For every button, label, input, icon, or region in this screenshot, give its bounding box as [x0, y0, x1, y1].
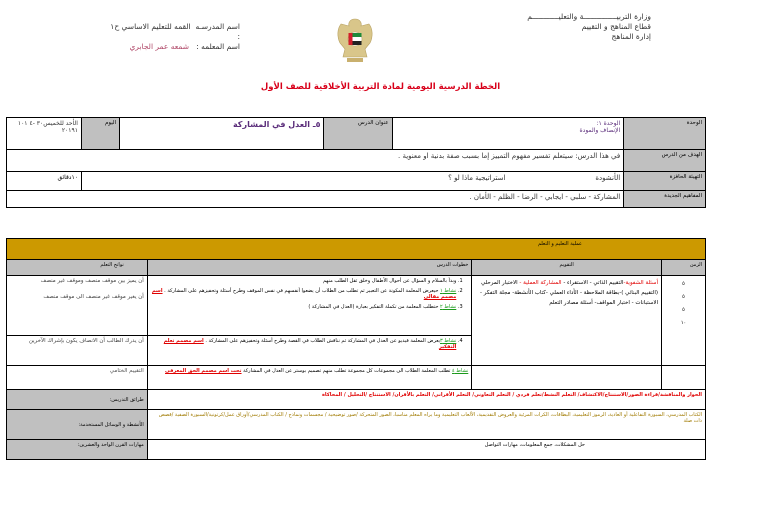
lesson-info-table	[6, 117, 706, 208]
unit-label: الوحدة	[624, 118, 706, 150]
motivator-label: التهيئة الحافزة	[624, 172, 706, 191]
teaching-process-table	[6, 238, 706, 460]
resources-label: الأنشطة و الوسائل المستخدمة:	[7, 410, 148, 440]
methods-value: الحوار والمناقشة/قراءة الصور/الاستنتاج/الاكتشاف/ التعلم النشط/تعلم فردي / التعلم التعاوني/ التعلم الأقراني/ التعلم بالأقران/ الاستنتاج /التحليل / المحاكاة	[147, 390, 705, 410]
steps-cell-1	[147, 276, 472, 336]
methods-label: طرائق التدريس:	[7, 390, 148, 410]
step-4: 4. نشاط ٣يعرض المعلمة فيديو عن العدل في المشاركة ثم نناقش الطلاب في القصة وطرح أسئلة وتحفيزهم على المشاركة . اسم مصمم تعلم التفكير	[151, 338, 457, 350]
header-assessment: التقويم	[472, 260, 662, 276]
step-1: 1. وبدأ بالسلام و السؤال عن أحوال الأطفال وخلق ثقل الطلب منهم	[151, 278, 457, 284]
skills-label: مهارات القرن الواحد والعشرين:	[7, 440, 148, 460]
teacher-name: شمعه عمر الجابري	[129, 42, 190, 51]
header-steps: خطوات الدرس	[147, 260, 472, 276]
step-3: 3. نشاط ٢ حتطلب المعلمة من تكملة التفكير بعبارة (العدل في المشاركة )	[151, 304, 457, 310]
day-label: اليوم	[81, 118, 119, 150]
ministry-name: وزارة التربيـــــــــــــــة والتعليــــــــــــم	[527, 12, 651, 21]
colon: :	[237, 32, 240, 41]
steps-cell-2	[147, 336, 472, 366]
page-title: الخطة الدرسية اليومية لمادة التربية الأخلاقية للصف الأول	[260, 82, 501, 92]
teacher-label: اسم المعلمه :	[196, 42, 240, 51]
header-time: الزمن	[662, 260, 706, 276]
section-title: عملية التعليم و التعلم	[7, 239, 706, 260]
goal-label: الهدف من الدرس	[624, 150, 706, 172]
uae-emblem-icon	[333, 15, 377, 65]
resources-value: الكتاب المدرسي، السبورة التفاعلية أو العادية، الرموز التعليمية، البطاقات، الكرات المرئية والعروض التقديمية، الألعاب التعليمية وما يراه المعلم مناسبا، الصور المتحركة /صور توضيحية / مجسمات ونماذج / الكتاب المدرسي/أوراق عمل/كرتونية/السبورة الصفية /قصص ذات صلة	[147, 410, 705, 440]
school-label: اسم المدرسـه	[195, 22, 240, 31]
closing-step: نشاط ٤ تطلب المعلمة الطلاب الى مجموعات كل مجموعة تطلب منهم تصميم بوستر عن العدل في المشاركة تحت اسم مصمم الحق المعرفي	[147, 366, 472, 390]
final-assessment-label: التقييم الختامي	[7, 366, 148, 390]
outcomes-cell-2: أن يدرك الطالب أن الانصاف يكون بإشراك الآخرين	[7, 336, 148, 366]
step-2: 2. نشاط ١ حيعرض المعلمة المكونة عن التعبير ثم تطلب من الطلاب أن يضعوا أنفسهم في نفس الموقف وطرح أسئلة وتحفيزهم على المشاركة . اسم مصمم مقالي	[151, 288, 457, 300]
school-info	[60, 22, 240, 52]
skills-value: حل المشكلات، جمع المعلومات، مهارات التواصل	[147, 440, 705, 460]
lesson-title-value: ٥ـ العدل في المشاركة	[120, 118, 324, 150]
motivator-time: ١٠دقائق	[7, 172, 82, 191]
sector-name: قطاع المناهج و التقييم	[581, 22, 651, 31]
vocab-label: المفاهيم الجديدة	[624, 191, 706, 208]
lesson-title-label: عنوان الدرس	[324, 118, 392, 150]
day-value: الأحد للخميس٣٠ -٤ ١٠١ ٢٠١٩١	[7, 118, 82, 150]
ministry-header	[527, 12, 651, 42]
vocab-value: المشاركة - سلبي - ايجابي - الرضا - الظلم - الأمان .	[7, 191, 624, 208]
outcomes-cell-1: أن يميز بين موقف منصف وموقف غير منصف أن يغير موقف غير منصف الى موقف منصف	[7, 276, 148, 336]
unit-value: الوحدة ١: الإنصاف والمودة	[392, 118, 624, 150]
department-name: إدارة المناهج	[611, 32, 651, 41]
assessment-cell: أسئلة الشفوية-التقييم الذاتي - الاستقراء - المشاركة العملية - الاختبار المرحلي (التقييم البنائي )-بطاقة الملاحظة - الأداء العملي -كتاب الأنشطة- مجلة التفكر - الاستبانات - اختبار المواقف- أسئلة مصادر التعلم	[472, 276, 662, 366]
header-outcomes: نواتج التعلم	[7, 260, 148, 276]
school-name: القمه للتعليم الاساسي ح١	[110, 22, 191, 31]
time-cell: ٥ ٥ ٥ ١٠	[662, 276, 706, 366]
motivator-value: الأنشودةاستراتيجية ماذا لو ؟	[81, 172, 623, 191]
goal-value: في هذا الدرس: سيتعلم تفسير مفهوم التمييز إما بسبب صفة بدنية او معنوية .	[7, 150, 624, 172]
